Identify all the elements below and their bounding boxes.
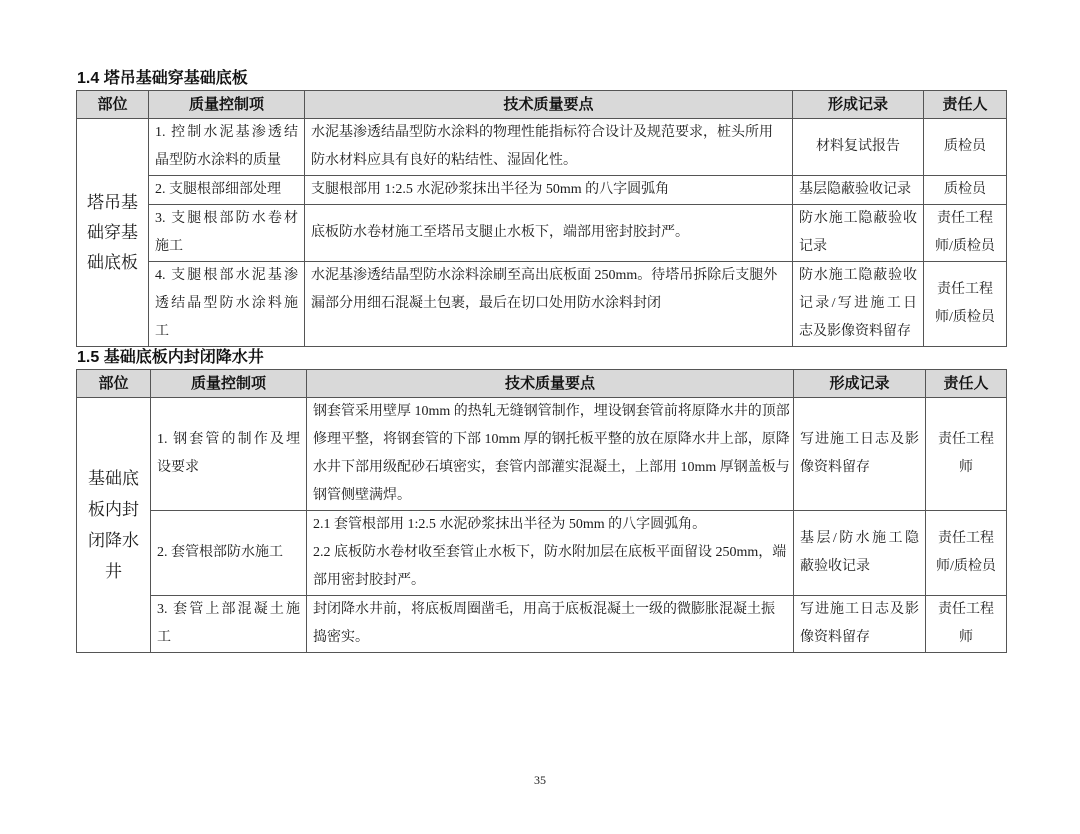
cell-line: 2.1 套管根部用 1:2.5 水泥砂浆抹出半径为 50mm 的八字圆弧角。 xyxy=(313,517,707,532)
cell-line: 钢管侧壁满焊。 xyxy=(313,488,411,503)
cell-line: 3. 支腿根部防水卷材 xyxy=(155,211,298,226)
cell-responsible xyxy=(926,511,1007,596)
cell-record xyxy=(794,398,926,511)
cell-responsible xyxy=(926,398,1007,511)
header-quality-item: 质量控制项 xyxy=(151,370,307,398)
cell-line: 责任工程 xyxy=(938,602,994,617)
cell-record xyxy=(793,205,924,262)
table-header-row xyxy=(77,370,1007,398)
cell-line: 4. 支腿根部水泥基渗 xyxy=(155,268,298,283)
header-responsible: 责任人 xyxy=(924,91,1007,119)
cell-tech-points xyxy=(305,176,793,205)
section-title: 1.5 基础底板内封闭降水井 xyxy=(77,349,264,366)
cell-record xyxy=(793,262,924,347)
cell-record xyxy=(794,596,926,653)
table-row xyxy=(77,119,1007,176)
cell-line: 防水施工隐蔽验收 xyxy=(799,268,917,283)
cell-line: 透结晶型防水涂料施 xyxy=(155,296,298,311)
cell-line: 材料复试报告 xyxy=(816,139,900,154)
cell-responsible xyxy=(924,205,1007,262)
cell-line: 支腿根部用 1:2.5 水泥砂浆抹出半径为 50mm 的八字圆弧角 xyxy=(311,182,670,197)
cell-quality-item xyxy=(149,205,305,262)
table-row xyxy=(77,205,1007,262)
cell-line: 师 xyxy=(959,460,973,475)
cell-line: 防水材料应具有良好的粘结性、湿固化性。 xyxy=(311,153,577,168)
cell-line: 基础底 xyxy=(88,469,139,488)
cell-record xyxy=(793,176,924,205)
cell-line: 底板防水卷材施工至塔吊支腿止水板下，端部用密封胶封严。 xyxy=(311,225,689,240)
cell-line: 板内封 xyxy=(88,500,139,519)
table-row xyxy=(77,262,1007,347)
cell-part xyxy=(77,398,151,653)
cell-line: 工 xyxy=(157,630,171,645)
cell-line: 捣密实。 xyxy=(313,630,369,645)
cell-line: 础底板 xyxy=(87,252,138,272)
header-part: 部位 xyxy=(77,370,151,398)
cell-line: 1. 钢套管的制作及埋 xyxy=(157,432,300,447)
cell-line: 井 xyxy=(105,562,122,581)
table-row xyxy=(77,596,1007,653)
cell-tech-points xyxy=(307,511,794,596)
cell-line: 修理平整，将钢套管的下部 10mm 厚的钢托板平整的放在原降水井上部，原降 xyxy=(313,432,790,447)
cell-line: 2. 支腿根部细部处理 xyxy=(155,182,281,197)
page-number: 35 xyxy=(534,773,546,787)
cell-record xyxy=(793,119,924,176)
cell-line: 写进施工日志及影 xyxy=(800,602,919,617)
table-header-row xyxy=(77,91,1007,119)
cell-quality-item xyxy=(149,176,305,205)
header-tech-points: 技术质量要点 xyxy=(307,370,794,398)
cell-line: 像资料留存 xyxy=(800,630,870,645)
cell-tech-points xyxy=(305,205,793,262)
cell-line: 师/质检员 xyxy=(936,559,996,574)
header-part: 部位 xyxy=(77,91,149,119)
cell-line: 闭降水 xyxy=(88,531,139,550)
cell-line: 基层隐蔽验收记录 xyxy=(799,182,911,197)
table-row xyxy=(77,398,1007,511)
cell-tech-points xyxy=(307,398,794,511)
cell-line: 写进施工日志及影 xyxy=(800,432,919,447)
cell-line: 防水施工隐蔽验收 xyxy=(799,211,917,226)
cell-line: 记录 xyxy=(799,239,827,254)
cell-quality-item xyxy=(151,596,307,653)
cell-line: 质检员 xyxy=(944,182,986,197)
cell-line: 施工 xyxy=(155,239,183,254)
cell-responsible xyxy=(924,176,1007,205)
quality-control-table xyxy=(76,369,1007,653)
cell-responsible xyxy=(924,119,1007,176)
cell-line: 责任工程 xyxy=(937,282,993,297)
cell-line: 责任工程 xyxy=(938,531,994,546)
header-tech-points: 技术质量要点 xyxy=(305,91,793,119)
header-quality-item: 质量控制项 xyxy=(149,91,305,119)
cell-line: 2. 套管根部防水施工 xyxy=(157,545,283,560)
cell-line: 封闭降水井前，将底板周圈凿毛，用高于底板混凝土一级的微膨胀混凝土振 xyxy=(313,602,775,617)
cell-line: 师 xyxy=(959,630,973,645)
header-record: 形成记录 xyxy=(793,91,924,119)
cell-line: 3. 套管上部混凝土施 xyxy=(157,602,300,617)
cell-record xyxy=(794,511,926,596)
cell-line: 塔吊基 xyxy=(87,192,138,212)
cell-line: 像资料留存 xyxy=(800,460,870,475)
cell-line: 责任工程 xyxy=(937,211,993,226)
cell-line: 2.2 底板防水卷材收至套管止水板下，防水附加层在底板平面留设 250mm，端 xyxy=(313,545,787,560)
cell-line: 水泥基渗透结晶型防水涂料涂刷至高出底板面 250mm。待塔吊拆除后支腿外 xyxy=(311,268,778,283)
cell-tech-points xyxy=(305,262,793,347)
cell-line: 设要求 xyxy=(157,460,199,475)
cell-responsible xyxy=(926,596,1007,653)
cell-line: 师/质检员 xyxy=(935,239,995,254)
section-title: 1.4 塔吊基础穿基础底板 xyxy=(77,70,248,87)
cell-quality-item xyxy=(151,398,307,511)
cell-line: 1. 控制水泥基渗透结 xyxy=(155,125,298,140)
cell-line: 钢套管采用壁厚 10mm 的热轧无缝钢管制作，埋设钢套管前将原降水井的顶部 xyxy=(313,404,790,419)
cell-line: 记录/写进施工日 xyxy=(799,296,917,311)
cell-line: 责任工程 xyxy=(938,432,994,447)
cell-line: 基层/防水施工隐 xyxy=(800,531,919,546)
cell-line: 础穿基 xyxy=(87,222,138,242)
cell-line: 部用密封胶封严。 xyxy=(313,573,425,588)
cell-quality-item xyxy=(149,119,305,176)
table-row xyxy=(77,511,1007,596)
cell-line: 师/质检员 xyxy=(935,310,995,325)
header-responsible: 责任人 xyxy=(926,370,1007,398)
cell-part xyxy=(77,119,149,347)
cell-line: 水井下部用级配砂石填密实，套管内部灌实混凝土，上部用 10mm 厚钢盖板与 xyxy=(313,460,790,475)
cell-line: 漏部分用细石混凝土包裹，最后在切口处用防水涂料封闭 xyxy=(311,296,661,311)
cell-line: 工 xyxy=(155,324,169,339)
cell-line: 质检员 xyxy=(944,139,986,154)
header-record: 形成记录 xyxy=(794,370,926,398)
quality-control-table xyxy=(76,90,1007,347)
cell-quality-item xyxy=(151,511,307,596)
table-row xyxy=(77,176,1007,205)
cell-responsible xyxy=(924,262,1007,347)
cell-line: 水泥基渗透结晶型防水涂料的物理性能指标符合设计及规范要求，桩头所用 xyxy=(311,125,773,140)
cell-tech-points xyxy=(307,596,794,653)
cell-quality-item xyxy=(149,262,305,347)
cell-line: 晶型防水涂料的质量 xyxy=(155,153,281,168)
cell-line: 志及影像资料留存 xyxy=(799,324,911,339)
cell-line: 蔽验收记录 xyxy=(800,559,870,574)
page-content xyxy=(76,68,1006,653)
cell-tech-points xyxy=(305,119,793,176)
